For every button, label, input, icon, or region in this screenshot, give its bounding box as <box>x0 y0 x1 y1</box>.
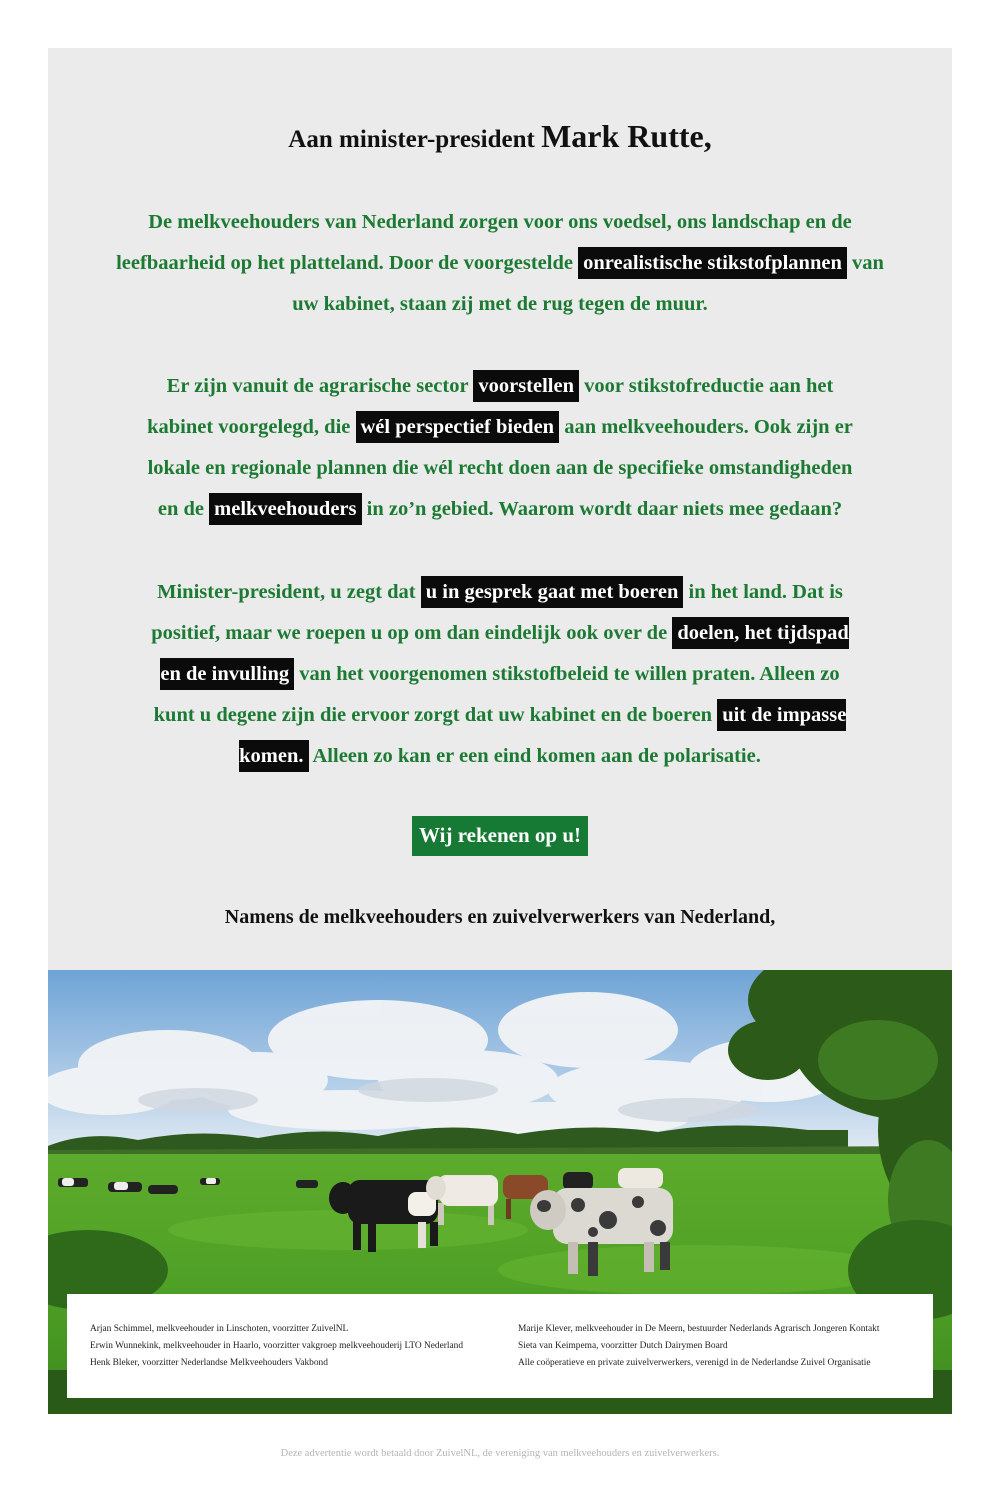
signatory: Arjan Schimmel, melkveehouder in Linschoten, voorzitter ZuivelNL <box>90 1324 349 1334</box>
signatories-right <box>518 1321 879 1372</box>
paragraph-2-text-2: voor stikstofreductie aan het kabinet voorgelegd, die <box>147 375 834 438</box>
paragraph-3-text-2: in het land. Dat is positief, maar we roepen u op om dan eindelijk ook over de <box>151 581 843 644</box>
paragraph-3-text-1: Minister-president, u zegt dat <box>157 581 421 603</box>
paragraph-3 <box>144 572 856 777</box>
signatory: Marije Klever, melkveehouder in De Meern, bestuurder Nederlands Agrarisch Jongeren Kontakt <box>518 1324 880 1334</box>
paragraph-2-text-1: Er zijn vanuit de agrarische sector <box>166 375 474 397</box>
highlight-voorstellen: voorstellen <box>473 370 579 402</box>
paragraph-2-text-3: aan melkveehouders. Ook zijn er lokale en regionale plannen die wél recht doen aan de specifieke omstandigheden en de <box>147 416 853 520</box>
highlight-doelen: doelen, het tijdspad en de invulling <box>160 617 848 690</box>
paragraph-2 <box>136 366 864 530</box>
headline-name: Mark Rutte, <box>541 118 712 154</box>
highlight-onrealistische: onrealistische stikstofplannen <box>578 247 847 279</box>
paragraph-1-text-2: van uw kabinet, staan zij met de rug tegen de muur. <box>292 252 884 315</box>
signoff: Namens de melkveehouders en zuivelverwerkers van Nederland, <box>224 906 776 928</box>
signatories-left <box>90 1321 463 1372</box>
cta-label: Wij rekenen op u! <box>412 816 588 856</box>
highlight-melkveehouders: melkveehouders <box>209 493 361 525</box>
headline-prefix: Aan minister-president <box>288 126 542 153</box>
paragraph-1 <box>108 202 892 325</box>
signatories-box <box>67 1294 933 1398</box>
headline <box>48 118 952 155</box>
paragraph-2-text-4: in zo’n gebied. Waarom wordt daar niets mee gedaan? <box>361 498 843 520</box>
paragraph-3-text-3: van het voorgenomen stikstofbeleid te willen praten. Alleen zo kunt u degene zijn die ervoor zorgt dat uw kabinet en de boeren <box>153 663 840 726</box>
paragraph-3-text-4: Alleen zo kan er een eind komen aan de polarisatie. <box>308 745 761 767</box>
advertisement-panel <box>48 48 952 1414</box>
signatory: Alle coöperatieve en private zuivelverwerkers, verenigd in de Nederlandse Zuivel Organisatie <box>518 1358 871 1368</box>
cta-banner <box>48 816 952 856</box>
highlight-gesprek: u in gesprek gaat met boeren <box>421 576 684 608</box>
sponsor-footer: Deze advertentie wordt betaald door ZuivelNL, de vereniging van melkveehouders en zuivelverwerkers. <box>280 1448 720 1459</box>
signatory: Erwin Wunnekink, melkveehouder in Haarlo, voorzitter vakgroep melkveehouderij LTO Nederland <box>90 1341 464 1351</box>
signatory: Sieta van Keimpema, voorzitter Dutch Dairymen Board <box>518 1341 728 1351</box>
paragraph-1-text-1: De melkveehouders van Nederland zorgen voor ons voedsel, ons landschap en de leefbaarheid op het platteland. Door de voorgestelde <box>116 211 852 274</box>
highlight-perspectief: wél perspectief bieden <box>356 411 560 443</box>
signatory: Henk Bleker, voorzitter Nederlandse Melkveehouders Vakbond <box>90 1358 328 1368</box>
highlight-impasse: uit de impasse komen. <box>239 699 846 772</box>
